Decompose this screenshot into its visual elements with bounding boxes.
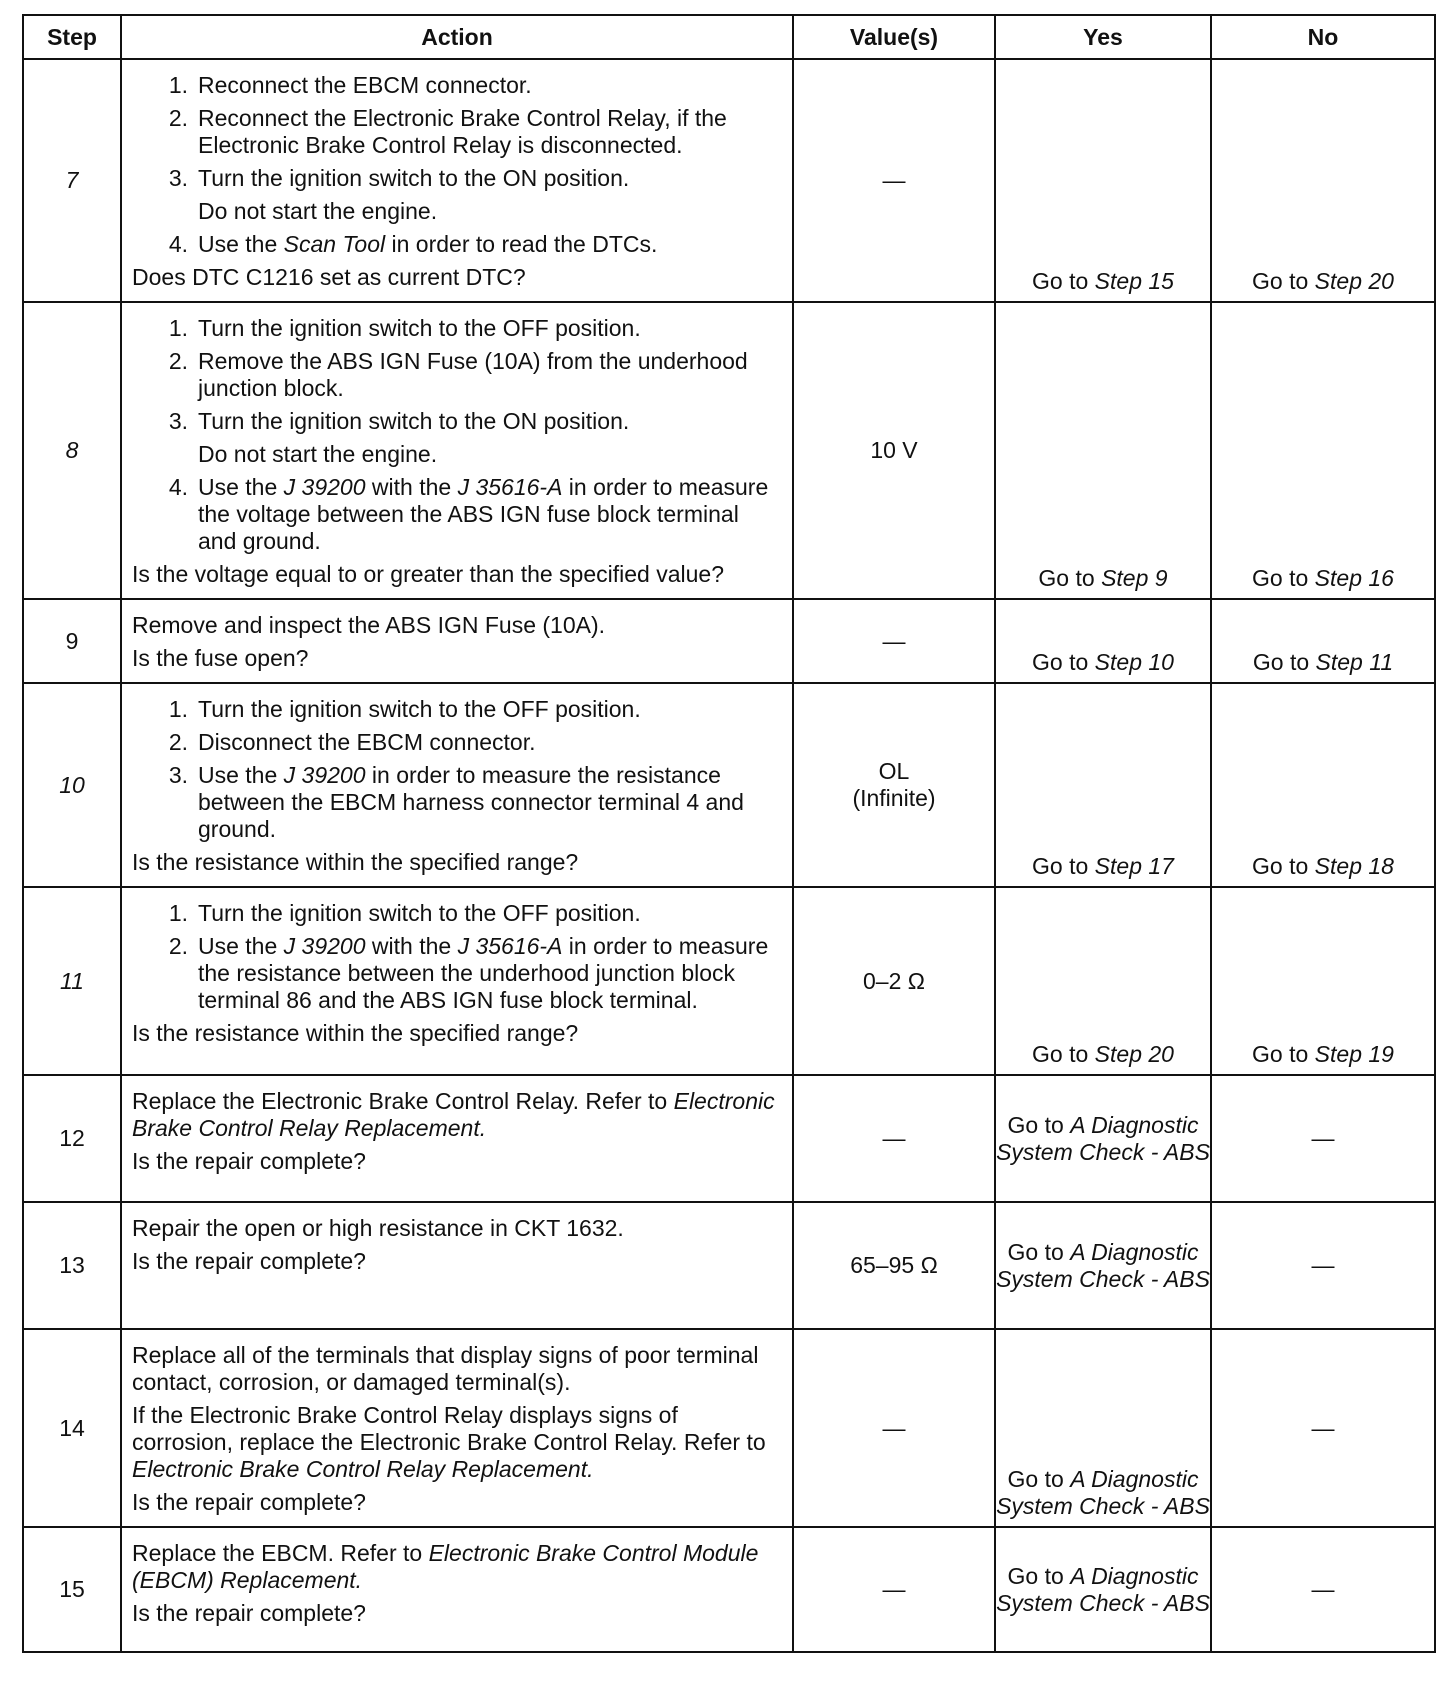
yes-link[interactable]: Go to Step 20 — [1032, 1041, 1174, 1067]
action-cell — [121, 1527, 793, 1652]
no-cell — [1211, 599, 1435, 683]
yes-link[interactable]: Go to Step 15 — [1032, 268, 1174, 294]
question-text: Is the voltage equal to or greater than the specified value? — [132, 561, 725, 587]
table-row — [23, 887, 1435, 1075]
step-number: 10 — [23, 683, 121, 887]
yes-cell — [995, 1202, 1211, 1329]
note-text: Do not start the engine. — [198, 441, 438, 467]
no-link[interactable]: Go to Step 18 — [1252, 853, 1394, 879]
action-cell — [121, 1075, 793, 1202]
no-link[interactable]: Go to Step 19 — [1252, 1041, 1394, 1067]
header-step: Step — [23, 15, 121, 59]
yes-link[interactable]: Go to A Diagnostic System Check - ABS — [996, 1562, 1210, 1616]
list-item: 4. Use the J 39200 with the J 35616-A in order to measure the voltage between the ABS IGN fuse block terminal and ground. — [168, 474, 769, 554]
list-item: 3. Turn the ignition switch to the ON position. — [168, 408, 630, 434]
note-text: Do not start the engine. — [198, 198, 438, 224]
list-item: 1. Turn the ignition switch to the OFF position. — [168, 315, 641, 341]
header-yes: Yes — [995, 15, 1211, 59]
step-number: 8 — [23, 302, 121, 599]
list-item: 2. Use the J 39200 with the J 35616-A in order to measure the resistance between the underhood junction block terminal 86 and the ABS IGN fuse block terminal. — [168, 933, 769, 1013]
question-text: Does DTC C1216 set as current DTC? — [132, 264, 526, 290]
no-link[interactable]: Go to Step 16 — [1252, 565, 1394, 591]
step-number: 14 — [23, 1329, 121, 1527]
yes-link[interactable]: Go to A Diagnostic System Check - ABS — [996, 1238, 1210, 1292]
list-item: 1. Reconnect the EBCM connector. — [168, 72, 532, 98]
value-cell: — — [793, 59, 995, 302]
action-text: Replace all of the terminals that display signs of poor terminal contact, corrosion, or damaged terminal(s). — [132, 1342, 759, 1395]
action-cell — [121, 887, 793, 1075]
table-row — [23, 1202, 1435, 1329]
action-cell — [121, 1329, 793, 1527]
yes-link[interactable]: Go to Step 9 — [1038, 565, 1168, 591]
value-cell: OL (Infinite) — [793, 683, 995, 887]
no-cell — [1211, 683, 1435, 887]
table-row — [23, 1527, 1435, 1652]
action-text: Repair the open or high resistance in CKT 1632. — [132, 1215, 624, 1241]
step-number: 7 — [23, 59, 121, 302]
question-text: Is the resistance within the specified range? — [132, 1020, 579, 1046]
step-number: 11 — [23, 887, 121, 1075]
no-cell — [1211, 887, 1435, 1075]
yes-cell — [995, 59, 1211, 302]
question-text: Is the repair complete? — [132, 1489, 366, 1515]
action-text: Replace the Electronic Brake Control Relay. Refer to Electronic Brake Control Relay Replacement. — [132, 1088, 775, 1141]
table-row — [23, 59, 1435, 302]
no-cell — [1211, 302, 1435, 599]
action-cell — [121, 683, 793, 887]
value-cell: — — [793, 1329, 995, 1527]
value-cell: — — [793, 1527, 995, 1652]
list-item: 2. Disconnect the EBCM connector. — [168, 729, 536, 755]
question-text: Is the repair complete? — [132, 1148, 366, 1174]
question-text: Is the fuse open? — [132, 645, 309, 671]
yes-cell — [995, 1075, 1211, 1202]
no-cell: — — [1211, 1329, 1435, 1527]
yes-cell — [995, 302, 1211, 599]
value-cell: 0–2 Ω — [793, 887, 995, 1075]
action-cell — [121, 599, 793, 683]
yes-cell — [995, 1527, 1211, 1652]
table-row — [23, 1329, 1435, 1527]
table-row — [23, 302, 1435, 599]
no-link[interactable]: Go to Step 11 — [1252, 649, 1394, 675]
no-cell: — — [1211, 1202, 1435, 1329]
table-row — [23, 599, 1435, 683]
question-text: Is the resistance within the specified range? — [132, 849, 579, 875]
step-number: 9 — [23, 599, 121, 683]
header-action: Action — [121, 15, 793, 59]
list-item: 1. Turn the ignition switch to the OFF position. — [168, 696, 641, 722]
question-text: Is the repair complete? — [132, 1600, 366, 1626]
action-text: Replace the EBCM. Refer to Electronic Brake Control Module (EBCM) Replacement. — [132, 1540, 759, 1593]
yes-link[interactable]: Go to Step 17 — [1032, 853, 1174, 879]
header-no: No — [1211, 15, 1435, 59]
list-item: 3. Turn the ignition switch to the ON position. — [168, 165, 630, 191]
header-row — [23, 15, 1435, 59]
no-cell — [1211, 59, 1435, 302]
action-cell — [121, 1202, 793, 1329]
list-item: 2. Reconnect the Electronic Brake Control Relay, if the Electronic Brake Control Relay is disconnected. — [168, 105, 727, 158]
yes-cell — [995, 887, 1211, 1075]
action-text: If the Electronic Brake Control Relay displays signs of corrosion, replace the Electronic Brake Control Relay. Refer to Electronic Brake Control Relay Replacement. — [132, 1402, 766, 1482]
question-text: Is the repair complete? — [132, 1248, 366, 1274]
yes-link[interactable]: Go to Step 10 — [1032, 649, 1174, 675]
list-item: 3. Use the J 39200 in order to measure the resistance between the EBCM harness connector terminal 4 and ground. — [168, 762, 744, 842]
no-cell: — — [1211, 1075, 1435, 1202]
no-link[interactable]: Go to Step 20 — [1252, 268, 1394, 294]
list-item: 4. Use the Scan Tool in order to read the DTCs. — [168, 231, 658, 257]
step-number: 13 — [23, 1202, 121, 1329]
yes-link[interactable]: Go to A Diagnostic System Check - ABS — [996, 1466, 1210, 1519]
value-cell: — — [793, 1075, 995, 1202]
yes-cell — [995, 599, 1211, 683]
value-cell: 10 V — [793, 302, 995, 599]
no-cell: — — [1211, 1527, 1435, 1652]
list-item: 2. Remove the ABS IGN Fuse (10A) from the underhood junction block. — [168, 348, 748, 401]
yes-link[interactable]: Go to A Diagnostic System Check - ABS — [996, 1111, 1210, 1165]
yes-cell — [995, 683, 1211, 887]
diagnostic-table — [22, 14, 1436, 1653]
step-number: 12 — [23, 1075, 121, 1202]
action-text: Remove and inspect the ABS IGN Fuse (10A). — [132, 612, 606, 638]
list-item: 1. Turn the ignition switch to the OFF position. — [168, 900, 641, 926]
step-number: 15 — [23, 1527, 121, 1652]
header-value: Value(s) — [793, 15, 995, 59]
table-row — [23, 1075, 1435, 1202]
yes-cell — [995, 1329, 1211, 1527]
value-cell: 65–95 Ω — [793, 1202, 995, 1329]
action-cell — [121, 59, 793, 302]
action-cell — [121, 302, 793, 599]
value-cell: — — [793, 599, 995, 683]
table-row — [23, 683, 1435, 887]
